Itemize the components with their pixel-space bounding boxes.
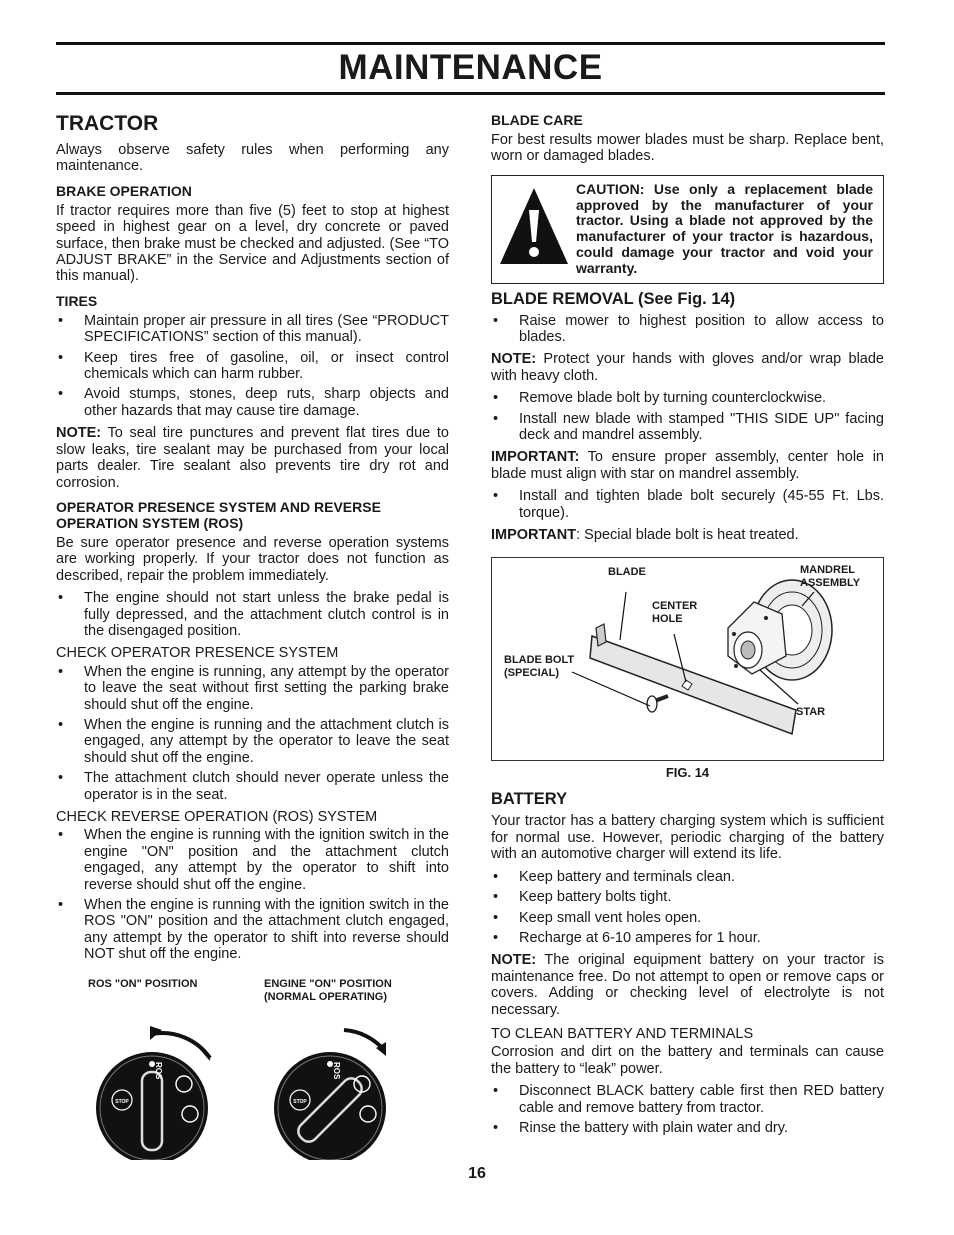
list-item: • When the engine is running with the ignition switch in the ROS "ON" position and the attachment clutch engaged, any attempt by the operator to shift into reverse should NOT shut off the engine. — [56, 897, 449, 963]
clean-battery-heading: TO CLEAN BATTERY AND TERMINALS — [491, 1025, 754, 1042]
engine-switch-illustration — [268, 1020, 398, 1160]
blade-removal-list-3 — [491, 488, 884, 521]
ros-mark-text: ROS — [332, 1062, 341, 1080]
ros-intro: Be sure operator presence and reverse operation systems are working properly. If your tractor does not function as described, repair the problem immediately. — [56, 534, 449, 584]
blade-removal-note — [491, 351, 884, 384]
clean-battery-intro: Corrosion and dirt on the battery and terminals can cause the battery to “leak” power. — [491, 1044, 884, 1077]
left-column — [56, 108, 449, 969]
list-item: • When the engine is running and the attachment clutch is engaged, any attempt by the operator to leave the seat should shut off the engine. — [56, 717, 449, 766]
blade-removal-list-1 — [491, 313, 884, 346]
fig-label-mandrel: MANDREL ASSEMBLY — [800, 564, 861, 590]
note-label: NOTE: — [491, 351, 537, 368]
presence-list — [56, 664, 449, 803]
battery-note — [491, 952, 884, 1018]
list-item: • Recharge at 6-10 amperes for 1 hour. — [491, 930, 884, 946]
list-item: • Keep battery and terminals clean. — [491, 869, 884, 885]
list-item: • Install and tighten blade bolt securely (45-55 Ft. Lbs. torque). — [491, 488, 884, 521]
ros-list — [56, 590, 449, 639]
mandrel-assembly — [728, 580, 832, 680]
ros-check-list — [56, 827, 449, 962]
note-text: The original equipment battery on your tractor is maintenance free. Do not attempt to open or remove caps or covers. Adding or checking level of electrolyte is not necessary. — [491, 952, 884, 1018]
blade-leader — [620, 592, 626, 640]
fig-label-blade-bolt: BLADE BOLT (SPECIAL) — [504, 654, 575, 680]
blade-removal-list-2 — [491, 390, 884, 443]
page-number: 16 — [468, 1165, 486, 1182]
list-item: • Disconnect BLACK battery cable first then RED battery cable and remove battery from tractor. — [491, 1083, 884, 1116]
right-column — [491, 108, 884, 1142]
fig-label-blade: BLADE — [608, 566, 646, 579]
stop-text: STOP — [293, 1099, 307, 1105]
list-item: • Install new blade with stamped "THIS SIDE UP" facing deck and mandrel assembly. — [491, 411, 884, 444]
tires-list — [56, 313, 449, 419]
important-2 — [491, 527, 884, 543]
important-text: To ensure proper assembly, center hole in blade must align with star on mandrel assembly. — [491, 449, 884, 482]
important-label: IMPORTANT — [491, 527, 577, 544]
caution-box — [491, 175, 884, 284]
note-text: To seal tire punctures and prevent flat tires due to slow leaks, tire sealant may be purchased from your local parts dealer. Tire sealant also prevents tire dry rot and corrosion. — [56, 425, 449, 491]
fig-label-star: STAR — [796, 706, 826, 719]
tires-note — [56, 425, 449, 491]
list-item: • The attachment clutch should never operate unless the operator is in the seat. — [56, 770, 449, 803]
list-item: • When the engine is running, any attempt by the operator to leave the seat without first setting the parking brake should shut off the engine. — [56, 664, 449, 713]
header-rule-top — [56, 42, 885, 45]
battery-list — [491, 869, 884, 947]
intro-text: Always observe safety rules when performing any maintenance. — [56, 142, 449, 175]
warning-triangle-icon — [498, 184, 570, 270]
section-title-tractor: TRACTOR — [56, 112, 159, 135]
note-text: Protect your hands with gloves and/or wrap blade with heavy cloth. — [491, 351, 884, 384]
list-item: • Rinse the battery with plain water and dry. — [491, 1120, 884, 1136]
blade-care-text: For best results mower blades must be sharp. Replace bent, worn or damaged blades. — [491, 132, 884, 165]
brake-heading: BRAKE OPERATION — [56, 182, 192, 199]
header-rule-bottom — [56, 92, 885, 95]
note-label: NOTE: — [491, 952, 537, 969]
fig-label-center-hole: CENTER HOLE — [652, 600, 698, 626]
list-item: • Remove blade bolt by turning counterclockwise. — [491, 390, 884, 406]
tires-heading: TIRES — [56, 292, 98, 309]
ros-on-label: ROS "ON" POSITION — [88, 978, 198, 990]
note-label: NOTE: — [56, 425, 102, 442]
list-item: • Maintain proper air pressure in all tires (See “PRODUCT SPECIFICATIONS” section of this manual). — [56, 313, 449, 346]
switch-knob — [142, 1072, 162, 1150]
list-item: • Avoid stumps, stones, deep ruts, sharp objects and other hazards that may cause tire damage. — [56, 386, 449, 419]
engine-on-label: ENGINE "ON" POSITION (NORMAL OPERATING) — [264, 978, 392, 1003]
list-item: • Keep tires free of gasoline, oil, or insect control chemicals which can harm rubber. — [56, 350, 449, 383]
figure-caption: FIG. 14 — [665, 765, 710, 781]
important-text: : Special blade bolt is heat treated. — [576, 527, 799, 544]
figure-14 — [491, 557, 884, 761]
blade-bolt — [647, 696, 668, 712]
list-item: • Keep battery bolts tight. — [491, 889, 884, 905]
brake-text: If tractor requires more than five (5) feet to stop at highest speed in highest gear on a level, dry concrete or paved surface, then brake must be checked and adjusted. (See “TO ADJUST BRAKE” in the Service and Adjustments section of this manual). — [56, 202, 449, 285]
list-item: • Raise mower to highest position to allow access to blades. — [491, 313, 884, 346]
clean-battery-list — [491, 1083, 884, 1136]
stop-text: STOP — [115, 1099, 129, 1105]
list-item: • When the engine is running with the ignition switch in the engine "ON" position and the attachment clutch engaged, any attempt by the operator to shift into reverse should shut off the engine. — [56, 827, 449, 893]
ros-mark-text: ROS — [154, 1062, 163, 1080]
ros-heading: OPERATOR PRESENCE SYSTEM AND REVERSE OPERATION SYSTEM (ROS) — [56, 498, 381, 531]
list-item: • Keep small vent holes open. — [491, 910, 884, 926]
important-1 — [491, 449, 884, 482]
ros-switch-illustration — [90, 1020, 220, 1160]
blade-care-heading: BLADE CARE — [491, 112, 583, 128]
check-presence-heading: CHECK OPERATOR PRESENCE SYSTEM — [56, 645, 339, 662]
caution-text: CAUTION: Use only a replacement blade approved by the manufacturer of your tractor. Using a blade not approved by the manufacturer of your tractor is hazardous, could damage your tractor and void your warranty. — [576, 180, 873, 276]
battery-heading: BATTERY — [491, 790, 568, 809]
battery-intro: Your tractor has a battery charging system which is sufficient for normal use. However, periodic charging of the battery with an automotive charger will extend its life. — [491, 813, 884, 863]
check-ros-heading: CHECK REVERSE OPERATION (ROS) SYSTEM — [56, 809, 378, 825]
list-item: • The engine should not start unless the brake pedal is fully depressed, and the attachment clutch control is in the disengaged position. — [56, 590, 449, 639]
page-title: MAINTENANCE — [338, 48, 603, 87]
important-label: IMPORTANT: — [491, 449, 580, 466]
blade-removal-heading: BLADE REMOVAL (See Fig. 14) — [491, 289, 736, 308]
